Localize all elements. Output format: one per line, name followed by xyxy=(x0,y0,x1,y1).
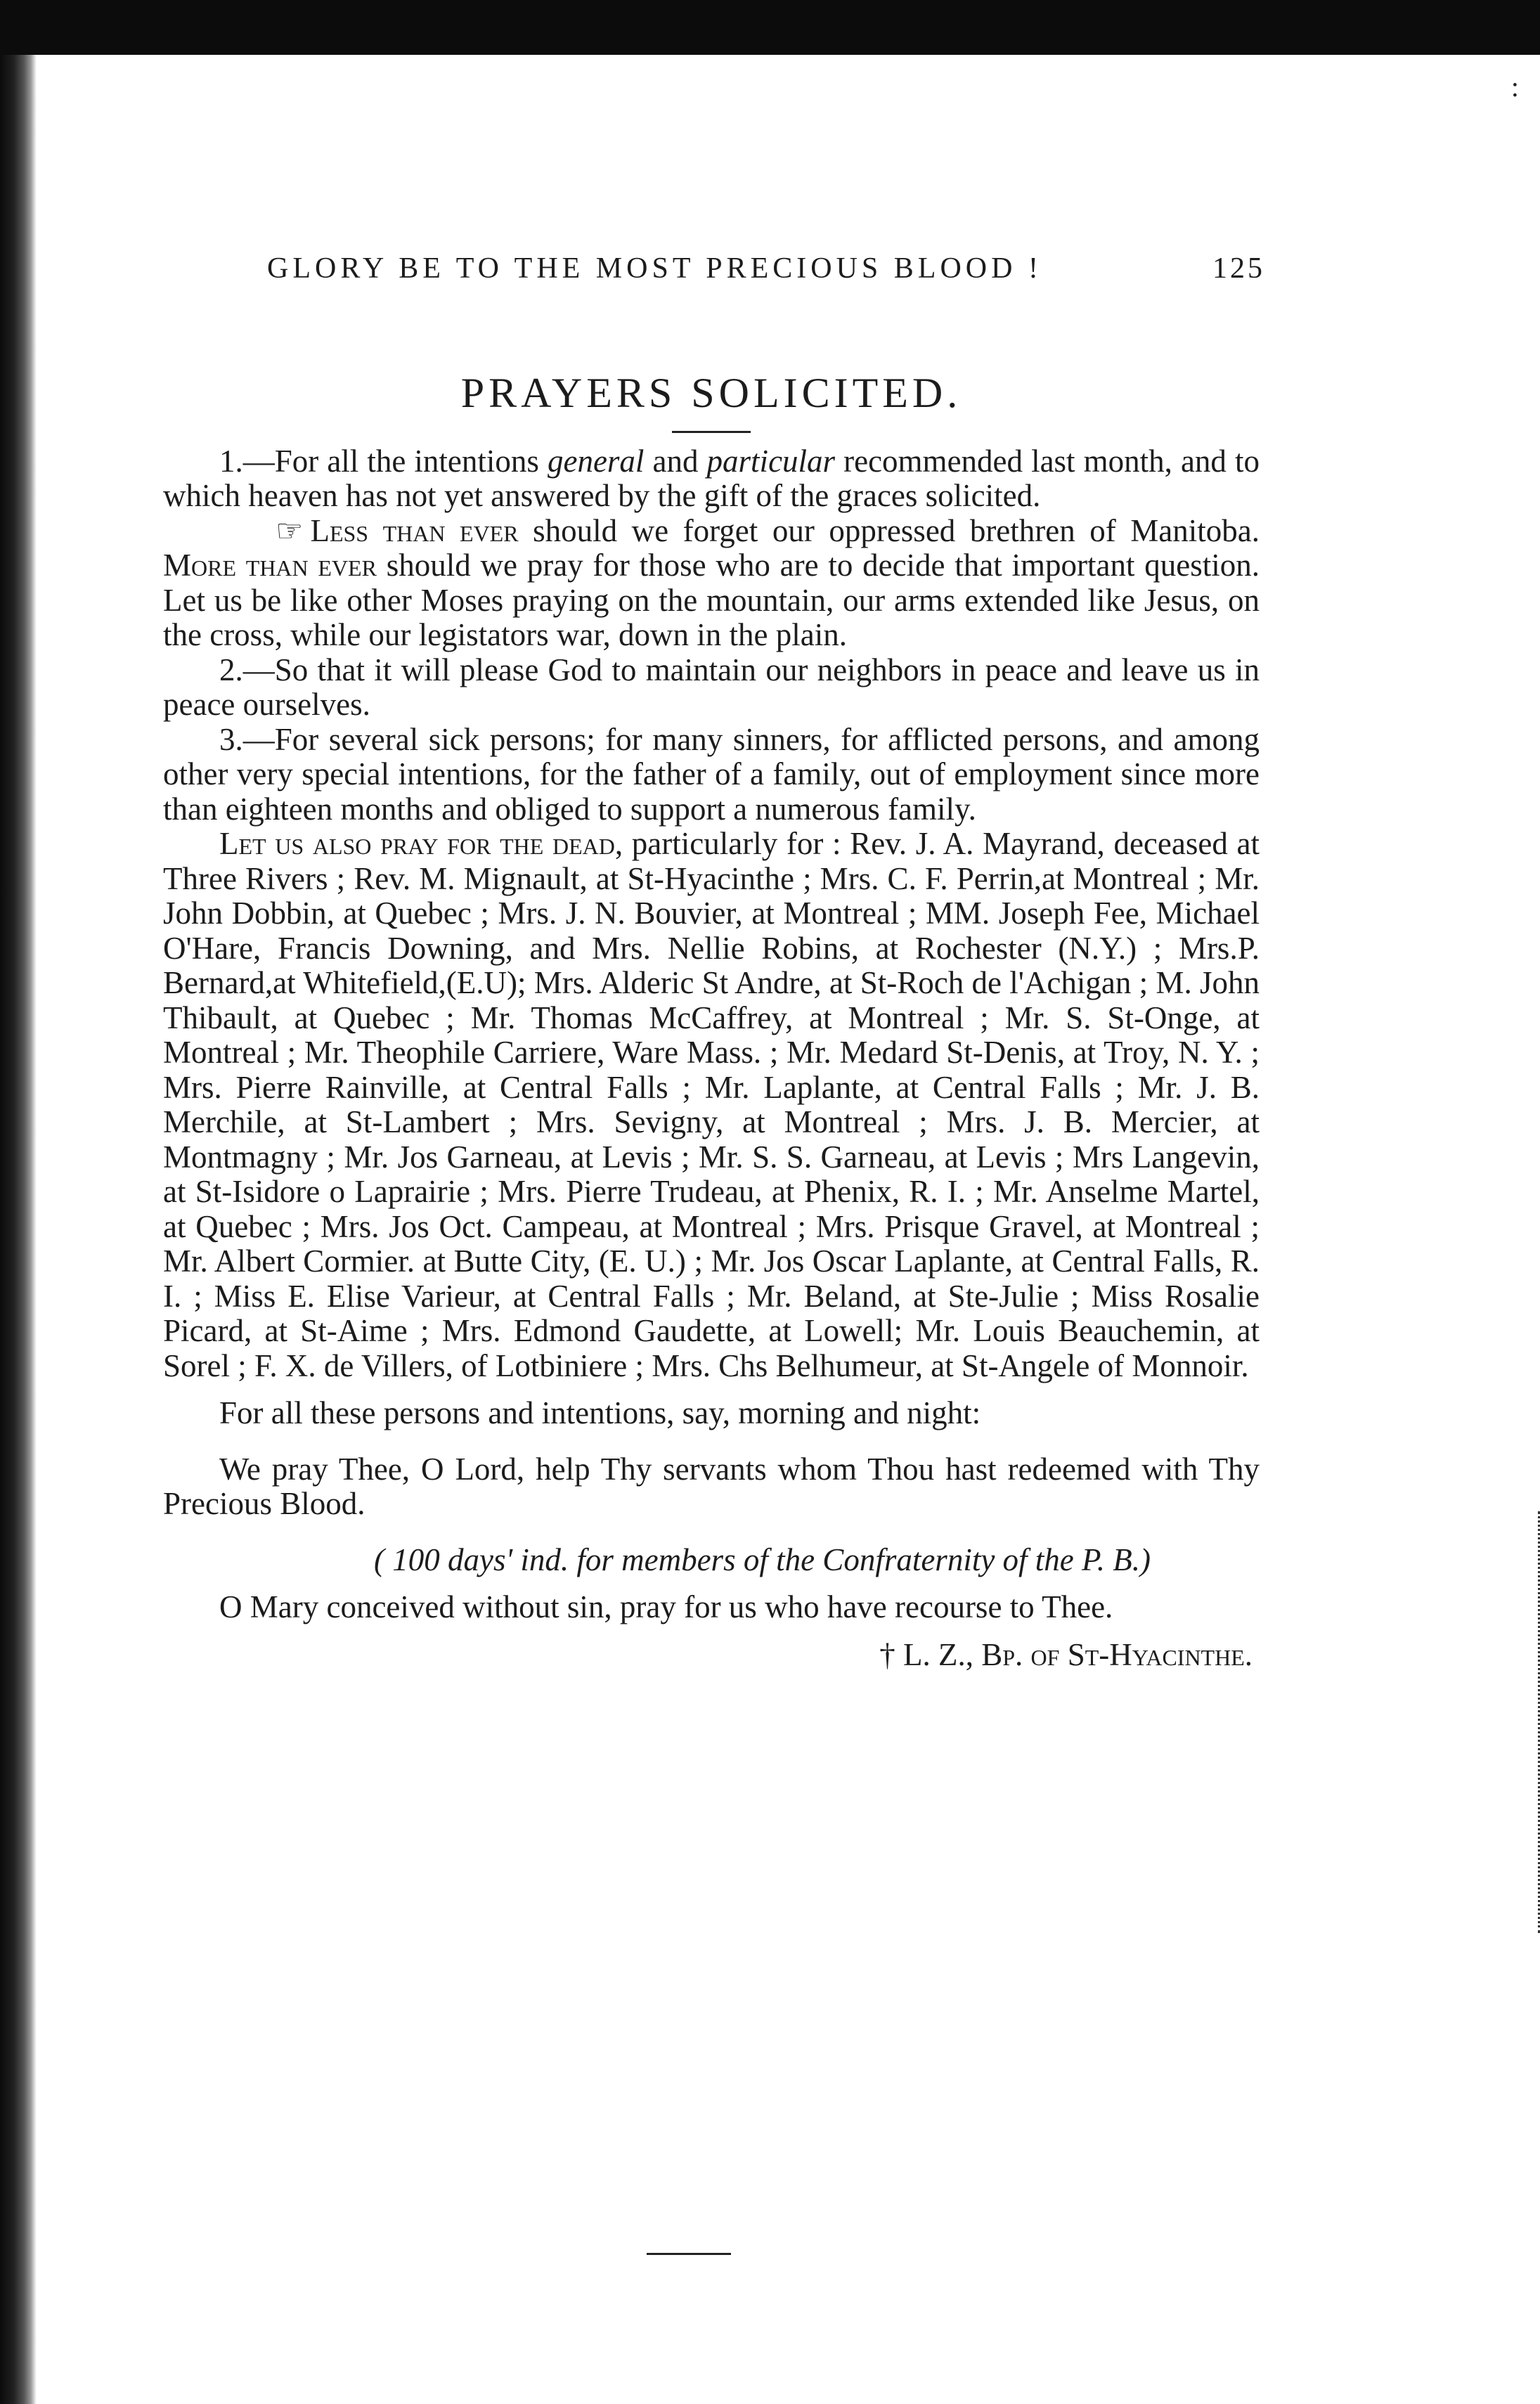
prayer-item-3: 3.—For several sick persons; for many sinners, for afflicted persons, and among other very special intentions, for the father of a family, out of employment since more than eighteen months and obliged to support a numerous family. xyxy=(163,721,1260,827)
prayer-text: We pray Thee, O Lord, help Thy servants whom Thou hast redeemed with Thy Precious Blood. xyxy=(163,1451,1260,1521)
indulgence-note: ( 100 days' ind. for members of the Confraternity of the P. B.) xyxy=(374,1542,1151,1577)
note-text-2: should we pray for those who are to decide that important question. Let us be like other Moses praying on the mountain, our arms extended like Jesus, on the cross, while our legistators war, down in the plain. xyxy=(163,548,1260,652)
scan-edge-marks xyxy=(1531,1511,1540,1933)
scan-border-left xyxy=(0,55,37,2404)
spacer xyxy=(163,1431,1260,1452)
item-1-number: 1.— xyxy=(219,443,275,479)
item-1-text-a: For all the intentions xyxy=(274,443,548,479)
spacer xyxy=(163,1383,1260,1396)
item-1-general: general xyxy=(547,443,645,479)
running-head-title: GLORY BE TO THE MOST PRECIOUS BLOOD ! xyxy=(267,252,1042,285)
running-head xyxy=(267,252,1265,285)
title-rule xyxy=(672,431,751,433)
prayer-item-2: 2.—So that it will please God to maintain our neighbors in peace and leave us in peace ourselves. xyxy=(163,652,1260,722)
page-number: 125 xyxy=(1212,252,1265,285)
item-1-text-b: and xyxy=(644,443,707,479)
note-text-1: should we forget our oppressed brethren of Manitoba. xyxy=(518,512,1260,548)
marian-invocation: O Mary conceived without sin, pray for us who have recourse to Thee. xyxy=(219,1589,1113,1624)
article-title: PRAYERS SOLICITED. xyxy=(460,370,962,416)
spacer xyxy=(163,1625,1260,1638)
prayer-item-1 xyxy=(163,444,1260,514)
dead-list-lead: Let us also pray for the dead, xyxy=(219,826,623,861)
dead-list-names: particularly for : Rev. J. A. Mayrand, deceased at Three Rivers ; Rev. M. Mignault, at St-Hyacinthe ; Mrs. C. F. Perrin,at Montreal ; Mr. John Dobbin, at Quebec ; Mrs. J. N. Bouvier, at Montreal ; MM. Joseph Fee, Michael O'Hare, Francis Downing, and Mrs. Nellie Robins, at Rochester (N.Y.) ; Mrs.P. Bernard,at Whitefield,(E.U); Mrs. Alderic St Andre, at St-Roch de l'Achigan ; M. John Thibault, at Quebec ; Mr. Thomas McCaffrey, at Montreal ; Mr. S. St-Onge, at Montreal ; Mr. Theophile Carriere, Ware Mass. ; Mr. Medard St-Denis, at Troy, N. Y. ; Mrs. Pierre Rainville, at Central Falls ; Mr. Laplante, at Central Falls ; Mr. J. B. Merchile, at St-Lambert ; Mrs. Sevigny, at Montreal ; Mrs. J. B. Mercier, at Montmagny ; Mr. Jos Garneau, at Levis ; Mr. S. S. Garneau, at Levis ; Mrs Langevin, at St-Isidore o Laprairie ; Mrs. Pierre Trudeau, at Phenix, R. I. ; Mr. Anselme Martel, at Quebec ; Mrs. Jos Oct. Campeau, at Montreal ; Mrs. Prisque Gravel, at Montreal ; Mr. Albert Cormier. at Butte City, (E. U.) ; Mr. Jos Oscar Laplante, at Central Falls, R. I. ; Miss E. Elise Varieur, at Central Falls ; Mr. Beland, at Ste-Julie ; Miss Rosalie Picard, at St-Aime ; Mrs. Edmond Gaudette, at Lowell; Mr. Louis Beauchemin, at Sorel ; F. X. de Villers, of Lotbiniere ; Mrs. Chs Belhumeur, at St-Angele of Monnoir. xyxy=(163,826,1260,1383)
page-body xyxy=(163,370,1260,1672)
pointing-hand-icon: ☞ xyxy=(276,513,304,548)
spacer xyxy=(163,1577,1260,1590)
spacer xyxy=(163,1522,1260,1543)
manitoba-note xyxy=(163,514,1260,653)
note-lead-1: Less than ever xyxy=(310,512,519,548)
stray-ink-mark: : xyxy=(1510,71,1519,103)
item-1-text-c: recommended last month, and to which heaven has not yet answered by the gift of the graces solicited. xyxy=(163,443,1260,513)
item-1-particular: particular xyxy=(706,443,836,479)
closing-instruction: For all these persons and intentions, say, morning and night: xyxy=(219,1395,981,1430)
scan-border-top xyxy=(0,0,1540,55)
note-lead-2: More than ever xyxy=(163,548,377,583)
bishop-signature: † L. Z., Bp. of St-Hyacinthe. xyxy=(879,1636,1253,1672)
end-rule xyxy=(647,2253,731,2255)
dead-list xyxy=(163,827,1260,1383)
